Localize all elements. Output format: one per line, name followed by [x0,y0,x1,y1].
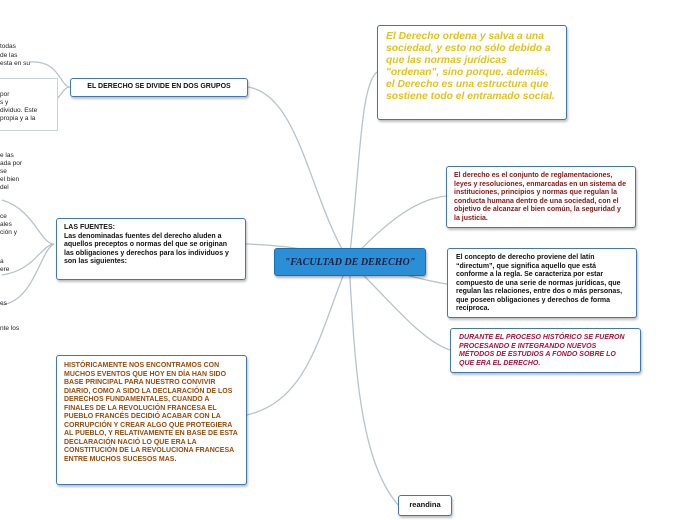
node-label: El Derecho ordena y salva a una sociedad, y esto no sólo debido a que las normas jurídicas "ordenan", sino porque, además, el Derecho es una estructura que sostiene todo el entramado social. [386,31,555,102]
node-label: HISTÓRICAMENTE NOS ENCONTRAMOS CON MUCHOS EVENTOS QUE HOY EN DÍA HAN SIDO BASE PRINCIPAL PARA NUESTRO CONVIVIR DIARIO, COMO A SIDO LA DECLARACIÓN DE LOS DERECHOS FUNDAMENTALES, CUANDO A FINALES DE LA REVOLUCIÓN FRANCESA EL PUEBLO FRANCÉS DECIDIÓ ACABAR CON LA CORRUPCIÓN Y CREAR ALGO QUE PROTEGIERA AL PUEBLO, Y RELATIVAMENTE EN BASE DE ESTA DECLARACIÓN NACIÓ LO QUE ERA LA CONSTITUCIÓN DE LA REVOLUCIONA FRANCESA ENTRE MUCHOS SUCESOS MAS. [64,362,238,463]
partial-text: es [0,300,7,307]
node-derecho-grupos[interactable] [70,78,248,97]
central-topic-label: "FACULTAD DE DERECHO" [284,256,416,268]
link-reandina [349,261,398,505]
partial-text: de las [0,52,18,59]
partial-text: nte los [0,325,20,332]
node-conjunto[interactable] [446,166,636,228]
partial-text: s y [0,99,9,106]
node-body: Las denominadas fuentes del derecho aluden a aquellos preceptos o normas del que se originan las obligaciones y derechos para los individuos y son las siguientes: [64,232,229,265]
node-label: El concepto de derecho proviene del latín “directum”, que significa aquello que está conforme a la regla. Se caracteriza por estar compuesto de una serie de normas jurídicas, que regulan las relaciones, entre dos o más personas, que poseen obligaciones y derechos de forma recíproca. [456,254,623,312]
node-historico[interactable] [56,355,247,485]
node-label: EL DERECHO SE DIVIDE EN DOS GRUPOS [87,83,231,91]
partial-text: ales [0,221,12,228]
partial-text: dividuo. Este [0,107,38,114]
node-reandina[interactable] [398,495,452,516]
partial-text: ere [0,266,10,273]
node-label: DURANTE EL PROCESO HISTÓRICO SE FUERON PROCESANDO E INTEGRANDO NUEVOS MÉTODOS DE ESTUDIOS A FONDO SOBRE LO QUE ERA EL DERECHO. [459,334,625,367]
partial-text: ción y [0,229,17,236]
partial-text: ce [0,213,7,220]
partial-text: se [0,168,7,175]
node-derecho-ordena[interactable] [377,25,567,120]
node-label: El derecho es el conjunto de reglamentaciones, leyes y resoluciones, enmarcadas en un sistema de instituciones, principios y normas que regulan la conducta humana dentro de una sociedad, con el objetivo de alcanzar el bien común, la seguridad y la justicia. [454,172,626,222]
node-fuentes[interactable] [56,218,246,280]
node-concepto[interactable] [447,248,637,318]
link-historico [247,261,349,415]
central-topic[interactable] [274,248,426,276]
link-ordena [349,72,377,261]
partial-text: esta en su [0,60,30,67]
node-heading: LAS FUENTES: [64,224,115,231]
partial-text: el bien [0,176,20,183]
node-proceso[interactable] [450,328,641,373]
partial-text: propia y a la [0,115,36,122]
partial-text: por [0,91,10,98]
node-label: reandina [409,500,441,510]
link-grupos [248,87,349,261]
partial-text: todas [0,43,16,50]
partial-text: del [0,184,9,191]
partial-text: ada por [0,160,23,167]
partial-text: a [0,258,4,265]
partial-text: e las [0,152,14,159]
